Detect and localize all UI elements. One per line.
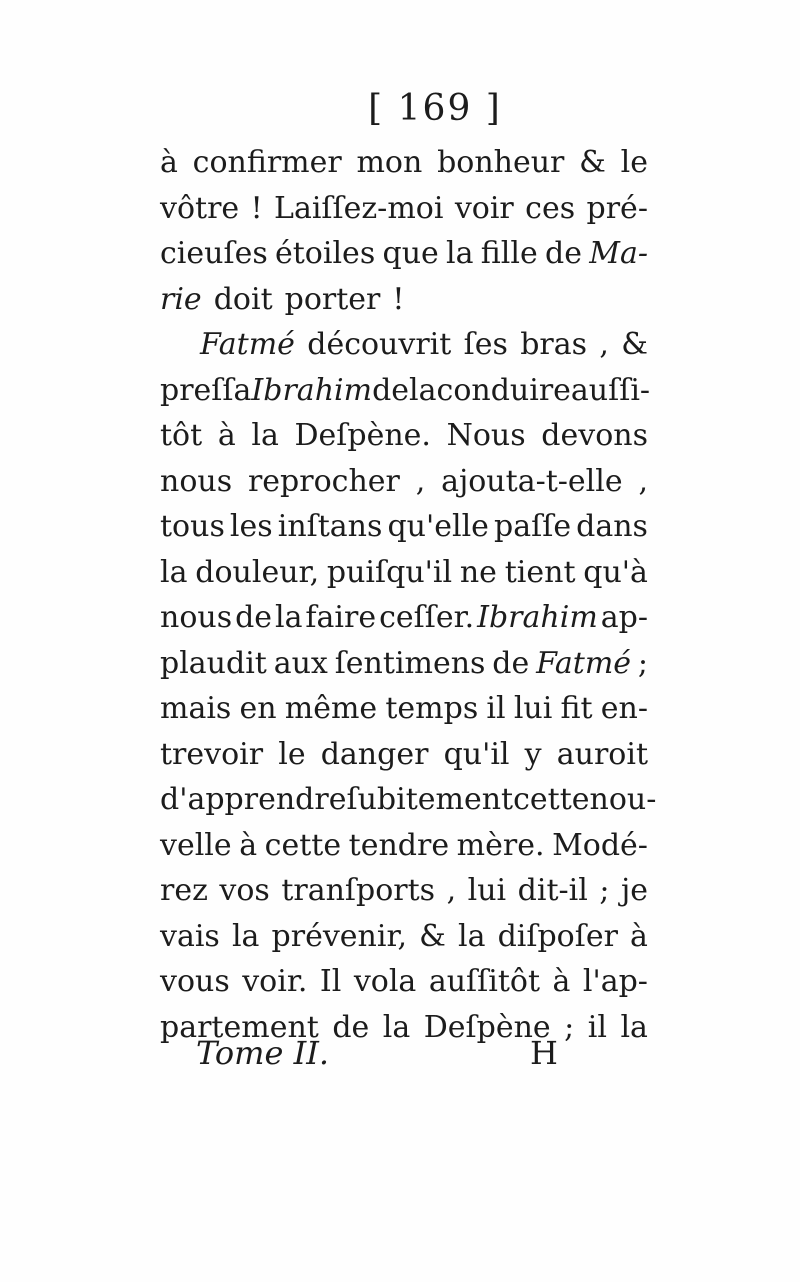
- word: il: [587, 1009, 607, 1045]
- word: Nous: [446, 418, 526, 453]
- word: vola: [353, 964, 417, 999]
- word: voir.: [242, 964, 308, 999]
- word: partement: [160, 1009, 319, 1045]
- word: ſubitement: [346, 782, 514, 817]
- word: lui: [467, 873, 507, 908]
- word: cieuſes: [160, 236, 268, 271]
- body-text: [160, 140, 657, 1050]
- word: qu'il: [443, 736, 510, 772]
- word: trevoir: [160, 736, 264, 772]
- tome-label: Tome II.: [196, 1034, 330, 1072]
- word: l'ap-: [582, 964, 648, 999]
- text-line: [160, 322, 648, 368]
- word: ;: [564, 1009, 575, 1045]
- word: qu'à: [583, 554, 648, 590]
- word: le: [278, 736, 306, 772]
- word: temps: [385, 691, 479, 726]
- word: &: [621, 327, 648, 362]
- word: de: [332, 1009, 370, 1045]
- word: Modé-: [552, 827, 648, 863]
- word: ajouta-t-elle: [441, 463, 623, 499]
- word: confirmer: [192, 145, 342, 180]
- word: mon: [356, 145, 423, 180]
- word: reprocher: [247, 463, 400, 499]
- text-line: [160, 140, 648, 186]
- word: ces: [525, 190, 576, 226]
- word: la: [409, 372, 437, 408]
- word: dans: [576, 509, 648, 544]
- word: même: [284, 691, 378, 726]
- word: mais: [160, 691, 232, 726]
- word: preſſa: [160, 372, 252, 408]
- word: mère.: [456, 827, 545, 863]
- signature-mark: H: [530, 1034, 558, 1072]
- word: tendre: [348, 827, 450, 863]
- word: la: [382, 1009, 411, 1045]
- word: ,: [599, 327, 609, 362]
- word: d'apprendre: [160, 782, 347, 817]
- word: doit: [213, 281, 273, 317]
- word: vos: [219, 873, 270, 908]
- text-line: [160, 732, 648, 778]
- word: le: [620, 145, 648, 180]
- word: ,: [638, 463, 648, 499]
- word: à: [552, 964, 571, 999]
- word: y: [524, 736, 542, 772]
- word: auſſi-: [570, 372, 651, 408]
- text-line: [160, 868, 648, 914]
- text-line: [160, 186, 648, 232]
- word: tient: [504, 554, 576, 590]
- text-line: [160, 413, 648, 459]
- word: Laiſſez-moi: [274, 190, 444, 226]
- word: que: [382, 236, 439, 271]
- text-line: [160, 459, 648, 505]
- word: en-: [600, 691, 648, 726]
- word: vôtre: [160, 190, 240, 226]
- text-line: [160, 595, 648, 641]
- word: découvrit: [307, 327, 452, 362]
- word: en: [239, 691, 277, 726]
- text-line: [160, 914, 648, 960]
- text-line: [160, 368, 651, 414]
- word: de: [372, 372, 410, 408]
- word: rie: [160, 281, 202, 317]
- word: étoiles: [275, 236, 376, 271]
- word: !: [250, 190, 263, 226]
- word: ſes: [463, 327, 508, 362]
- word: Ibrahim: [477, 600, 598, 635]
- word: cette: [264, 827, 342, 863]
- word: les: [229, 509, 273, 544]
- word: tranſports: [281, 873, 436, 908]
- word: ſentimens: [334, 645, 486, 681]
- word: la: [457, 918, 486, 954]
- word: la: [160, 554, 188, 590]
- word: Ma-: [589, 236, 648, 271]
- page-footer: [0, 1034, 800, 1080]
- text-line: [160, 277, 648, 323]
- word: ceſſer.: [379, 600, 475, 635]
- word: paſſe: [494, 509, 572, 544]
- word: la: [274, 600, 303, 635]
- word: à: [239, 827, 258, 863]
- word: inſtans: [277, 509, 383, 544]
- text-line: [160, 504, 648, 550]
- word: conduire: [436, 372, 571, 408]
- word: qu'elle: [387, 509, 489, 544]
- word: vous: [160, 964, 230, 999]
- word: &: [419, 918, 446, 954]
- word: je: [620, 873, 648, 908]
- word: vais: [160, 918, 220, 954]
- word: velle: [160, 827, 232, 863]
- word: la: [251, 418, 279, 453]
- word: Deſpène: [423, 1009, 551, 1045]
- word: de: [235, 600, 273, 635]
- word: ne: [459, 554, 497, 590]
- text-line: [160, 959, 648, 1005]
- text-line: [160, 550, 648, 596]
- word: Il: [319, 964, 342, 999]
- word: nous: [160, 463, 233, 499]
- word: douleur,: [195, 554, 320, 590]
- word: Deſpène.: [294, 418, 431, 453]
- word: plaudit: [160, 645, 267, 681]
- word: de: [492, 645, 530, 681]
- word: bras: [520, 327, 588, 362]
- word: ;: [637, 645, 648, 681]
- word: Fatmé: [536, 645, 632, 681]
- text-line: [160, 823, 648, 869]
- word: auroit: [556, 736, 648, 772]
- word: danger: [320, 736, 429, 772]
- word: &: [579, 145, 606, 180]
- text-line: [160, 777, 657, 823]
- word: diſpoſer: [497, 918, 618, 954]
- word: porter: [284, 281, 381, 317]
- word: Ibrahim: [251, 372, 373, 408]
- text-line: [160, 686, 648, 732]
- word: la: [620, 1009, 648, 1045]
- word: à: [630, 918, 648, 954]
- word: voir: [454, 190, 514, 226]
- page-number: [ 169 ]: [368, 88, 502, 129]
- word: tôt: [160, 418, 203, 453]
- word: auſſitôt: [428, 964, 540, 999]
- word: puiſqu'il: [326, 554, 453, 590]
- word: devons: [541, 418, 648, 453]
- word: ap-: [600, 600, 648, 635]
- word: la: [231, 918, 260, 954]
- word: lui: [513, 691, 553, 726]
- word: aux: [273, 645, 328, 681]
- word: faire: [305, 600, 377, 635]
- word: pré-: [586, 190, 648, 226]
- word: ;: [599, 873, 610, 908]
- word: Fatmé: [200, 327, 295, 362]
- word: nou-: [589, 782, 657, 817]
- word: ,: [415, 463, 426, 499]
- word: il: [486, 691, 506, 726]
- word: nous: [160, 600, 233, 635]
- text-line: [160, 231, 648, 277]
- word: fit: [560, 691, 593, 726]
- word: à: [160, 145, 178, 180]
- word: prévenir,: [271, 918, 408, 954]
- word: dit-il: [517, 873, 588, 908]
- word: bonheur: [437, 145, 565, 180]
- word: ,: [446, 873, 457, 908]
- word: la: [446, 236, 474, 271]
- word: cette: [513, 782, 590, 817]
- word: fille: [480, 236, 538, 271]
- text-line: [160, 641, 648, 687]
- word: à: [217, 418, 236, 453]
- word: tous: [160, 509, 225, 544]
- word: !: [392, 281, 405, 317]
- word: rez: [160, 873, 208, 908]
- word: de: [545, 236, 582, 271]
